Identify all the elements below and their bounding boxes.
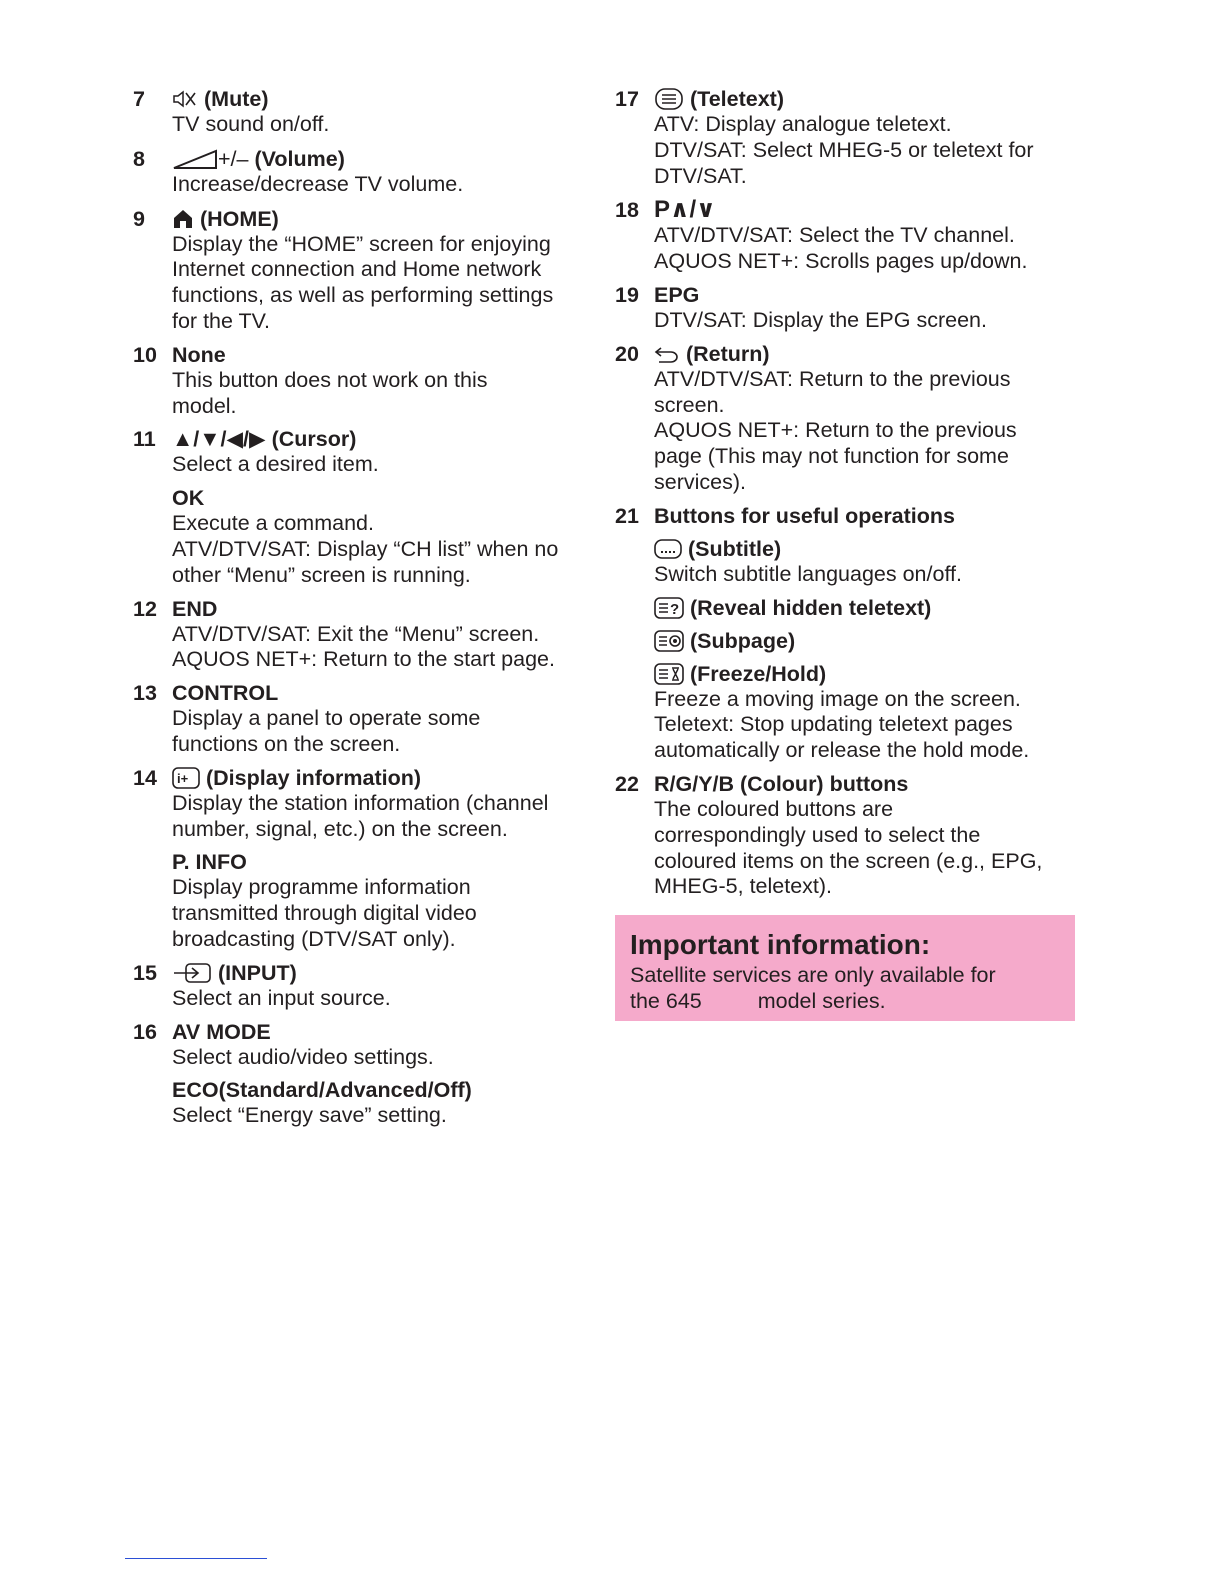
desc-line: Execute a command. [172,511,374,536]
desc-line: Select an input source. [172,985,391,1010]
volume-symbol: +/– [218,146,249,171]
sub-desc [654,562,1075,588]
entry-title: (Cursor) [271,427,357,452]
important-info-model: the 645 [630,988,702,1013]
important-info-series: model series. [757,988,886,1013]
important-info-box [615,915,1075,1021]
entry-15 [133,960,593,1012]
entry-title: CONTROL [172,681,279,706]
important-info-title: Important information: [630,929,931,960]
sub-heading [172,849,593,875]
sub-heading-freeze [654,661,1075,687]
desc-line: DTV/SAT: Display the EPG screen. [654,307,987,332]
desc-line: number, signal, etc.) on the screen. [172,816,508,841]
sub-title: (Freeze/Hold) [690,661,827,686]
entry-desc [654,223,1075,275]
desc-line: Increase/decrease TV volume. [172,171,464,196]
entry-number: 8 [133,146,145,171]
entry-title: END [172,596,218,621]
desc-line: The coloured buttons are [654,796,894,821]
entry-number: 10 [133,342,157,367]
sub-title: ECO(Standard/Advanced/Off) [172,1078,472,1103]
desc-line: Select “Energy save” setting. [172,1103,447,1128]
sub-desc [654,687,1075,764]
home-icon [172,208,194,230]
entry-20 [615,341,1075,496]
entry-number: 20 [615,341,639,366]
entry-heading [172,960,593,986]
entry-heading [172,146,593,172]
entry-desc [172,368,593,420]
entry-number: 12 [133,596,157,621]
entry-heading [172,680,593,706]
entry-desc [172,791,593,843]
entry-heading [654,341,1075,367]
entry-7 [133,86,593,138]
entry-title: (Mute) [204,87,269,111]
sub-title: OK [172,486,205,511]
desc-line: Display programme information [172,875,471,900]
desc-line: Select audio/video settings. [172,1044,434,1069]
important-info-line [630,989,1060,1015]
entry-14 [133,765,593,953]
footer-rule [125,1558,267,1559]
input-icon [172,962,212,984]
entry-desc [172,112,593,138]
desc-line: broadcasting (DTV/SAT only). [172,926,456,951]
desc-line: DTV/SAT. [654,163,747,188]
mute-icon [172,88,198,110]
desc-line: Teletext: Stop updating teletext pages [654,712,1013,737]
entry-number: 21 [615,503,639,528]
desc-line: model. [172,393,237,418]
entry-desc [654,797,1075,900]
desc-line: coloured items on the screen (e.g., EPG, [654,848,1043,873]
sub-heading-subtitle [654,536,1075,562]
entry-heading [654,282,1075,308]
entry-number: 14 [133,765,157,790]
teletext-icon [654,88,684,110]
sub-title: (Reveal hidden teletext) [690,595,932,620]
sub-heading [172,1077,593,1103]
desc-line: automatically or release the hold mode. [654,738,1030,763]
desc-line: TV sound on/off. [172,112,330,136]
desc-line: page (This may not function for some [654,444,1009,469]
desc-line: functions, as well as performing settings [172,283,554,308]
entry-number: 17 [615,87,639,111]
left-column [133,86,593,1135]
freeze-hold-icon [654,663,684,685]
right-column [615,86,1075,906]
desc-line: Display the “HOME” screen for enjoying [172,231,551,256]
desc-line: AQUOS NET+: Return to the start page. [172,647,555,672]
entry-heading [172,596,593,622]
desc-line: This button does not work on this [172,367,488,392]
entry-number: 19 [615,282,639,307]
desc-line: Display the station information (channel [172,790,549,815]
desc-line: transmitted through digital video [172,901,477,926]
desc-line: correspondingly used to select the [654,822,981,847]
entry-number: 16 [133,1019,157,1044]
entry-desc [172,1045,593,1071]
entry-heading [654,771,1075,797]
desc-line: AQUOS NET+: Scrolls pages up/down. [654,249,1028,274]
subpage-icon [654,630,684,652]
desc-line: ATV/DTV/SAT: Select the TV channel. [654,223,1015,248]
entry-number: 15 [133,960,157,985]
entry-title: (Teletext) [690,87,784,111]
entry-number: 13 [133,681,157,706]
sub-desc [172,1103,593,1129]
entry-10 [133,342,593,420]
desc-line: ATV: Display analogue teletext. [654,112,952,136]
entry-heading [172,342,593,368]
entry-heading [172,206,593,232]
desc-line: DTV/SAT: Select MHEG-5 or teletext for [654,137,1034,162]
entry-11 [133,426,593,588]
sub-heading [172,485,593,511]
entry-title: (INPUT) [218,960,297,985]
desc-line: Display a panel to operate some [172,706,481,731]
entry-8 [133,146,593,198]
entry-desc [172,172,593,198]
reveal-icon [654,597,684,619]
entry-13 [133,680,593,758]
entry-heading [172,765,593,791]
desc-line: for the TV. [172,308,271,333]
sub-heading-subpage [654,628,1075,654]
desc-line: MHEG-5, teletext). [654,874,833,899]
entry-title: Buttons for useful operations [654,503,955,528]
entry-18 [615,197,1075,275]
desc-line: Select a desired item. [172,452,379,477]
desc-line: screen. [654,392,725,417]
entry-title: None [172,342,226,367]
entry-12 [133,596,593,674]
svg-text:?: ? [670,600,680,618]
desc-line: ATV/DTV/SAT: Exit the “Menu” screen. [172,621,540,646]
desc-line: ATV/DTV/SAT: Display “CH list” when no [172,536,559,561]
important-info-text [630,963,1060,1014]
entry-16 [133,1019,593,1130]
entry-title: AV MODE [172,1019,271,1044]
info-icon [172,767,200,789]
subtitle-icon [654,538,682,560]
entry-heading [172,86,593,112]
entry-desc [172,986,593,1012]
entry-heading [654,503,1075,529]
entry-heading [172,426,593,452]
desc-line: services). [654,469,746,494]
entry-heading [654,197,1075,223]
entry-heading [172,1019,593,1045]
sub-title: (Subpage) [690,628,796,653]
sub-desc [172,875,593,952]
important-info-line: Satellite services are only available for [630,963,996,987]
entry-title: P∧/∨ [654,196,716,224]
sub-heading-reveal [654,595,1075,621]
volume-icon [172,148,218,170]
entry-desc [172,706,593,758]
entry-number: 9 [133,206,145,231]
desc-line: Freeze a moving image on the screen. [654,686,1021,711]
entry-title: R/G/Y/B (Colour) buttons [654,771,909,796]
return-icon [654,344,680,364]
entry-title: (Return) [686,341,770,366]
entry-desc [654,367,1075,496]
svg-text:i+: i+ [177,770,189,786]
desc-line: Switch subtitle languages on/off. [654,561,962,586]
cursor-arrows-icon: ▲/▼/◀/▶ [172,427,266,452]
entry-number: 18 [615,198,639,223]
entry-21 [615,503,1075,764]
entry-title: (HOME) [200,206,279,231]
desc-line: other “Menu” screen is running. [172,562,471,587]
entry-desc [172,452,593,478]
entry-22 [615,771,1075,900]
desc-line: ATV/DTV/SAT: Return to the previous [654,366,1011,391]
sub-desc [172,511,593,588]
desc-line: Internet connection and Home network [172,257,542,282]
entry-number: 11 [133,427,156,452]
entry-desc [654,308,1075,334]
entry-number: 7 [133,87,145,111]
entry-17 [615,86,1075,189]
sub-title: P. INFO [172,850,247,875]
entry-number: 22 [615,771,639,796]
entry-9 [133,206,593,335]
entry-desc [172,622,593,674]
entry-title: (Display information) [206,765,422,790]
entry-title: EPG [654,282,700,307]
entry-19 [615,282,1075,334]
entry-title: (Volume) [254,146,345,171]
sub-title: (Subtitle) [688,536,782,561]
desc-line: AQUOS NET+: Return to the previous [654,418,1017,443]
entry-desc [654,112,1075,189]
entry-desc [172,232,593,335]
desc-line: functions on the screen. [172,731,401,756]
entry-heading [654,86,1075,112]
